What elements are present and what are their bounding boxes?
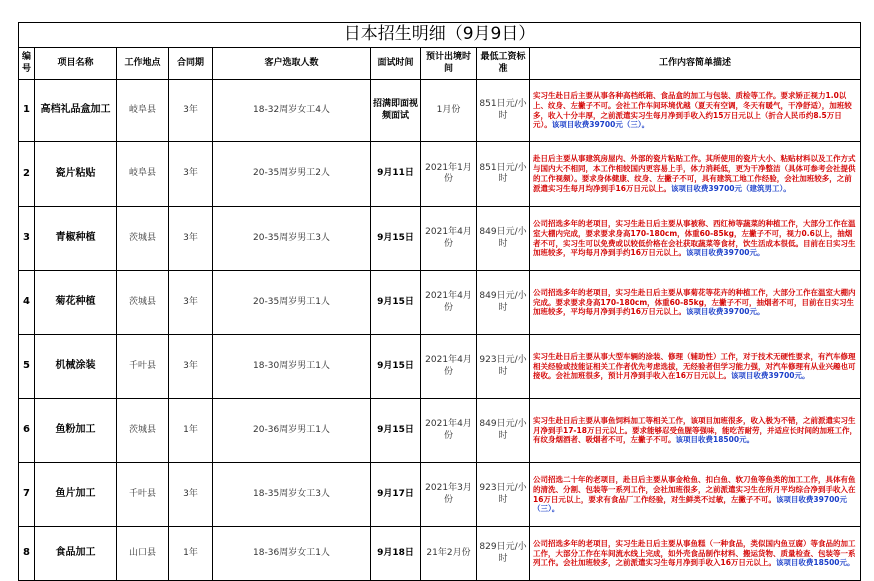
row-wage: 923日元/小时 xyxy=(477,335,530,399)
row-depart: 2021年4月份 xyxy=(421,207,477,271)
col-header-wage: 最低工资标准 xyxy=(477,48,530,80)
row-name: 青椒种植 xyxy=(35,207,117,271)
row-location: 岐阜县 xyxy=(117,80,169,142)
row-people: 18-32周岁女工4人 xyxy=(213,80,371,142)
row-desc xyxy=(530,142,861,207)
row-interview: 9月18日 xyxy=(371,527,421,581)
row-name: 菊花种植 xyxy=(35,271,117,335)
row-contract: 3年 xyxy=(169,207,213,271)
row-desc xyxy=(530,271,861,335)
row-depart: 2021年3月份 xyxy=(421,463,477,527)
row-contract: 1年 xyxy=(169,527,213,581)
row-fee: 该项目收费39700元。 xyxy=(685,307,765,317)
table-row xyxy=(19,399,861,463)
col-header-location: 工作地点 xyxy=(117,48,169,80)
row-fee: 该项目收费39700元（三）。 xyxy=(551,120,650,130)
row-depart: 2021年4月份 xyxy=(421,271,477,335)
row-interview: 9月11日 xyxy=(371,142,421,207)
row-people: 20-35周岁男工3人 xyxy=(213,207,371,271)
row-depart: 1月份 xyxy=(421,80,477,142)
row-location: 茨城县 xyxy=(117,399,169,463)
row-interview: 招满即面视频面试 xyxy=(371,80,421,142)
row-location: 千叶县 xyxy=(117,463,169,527)
row-people: 20-36周岁男工1人 xyxy=(213,399,371,463)
row-fee: 该项目收费39700元（建筑男工）。 xyxy=(670,183,791,193)
table-row xyxy=(19,142,861,207)
row-people: 18-30周岁男工1人 xyxy=(213,335,371,399)
row-people: 20-35周岁男工2人 xyxy=(213,142,371,207)
row-fee: 该项目收费39700元（三）。 xyxy=(533,494,848,514)
row-depart: 2021年4月份 xyxy=(421,399,477,463)
recruitment-table xyxy=(18,22,861,581)
row-contract: 3年 xyxy=(169,271,213,335)
row-location: 山口县 xyxy=(117,527,169,581)
row-depart: 2021年1月份 xyxy=(421,142,477,207)
col-header-depart: 预计出境时间 xyxy=(421,48,477,80)
row-name: 机械涂装 xyxy=(35,335,117,399)
row-depart: 21年2月份 xyxy=(421,527,477,581)
recruitment-sheet xyxy=(18,22,860,581)
row-wage: 849日元/小时 xyxy=(477,207,530,271)
row-desc xyxy=(530,80,861,142)
row-no: 3 xyxy=(19,207,35,271)
row-fee: 该项目收费18500元。 xyxy=(675,435,755,445)
row-desc xyxy=(530,399,861,463)
row-location: 茨城县 xyxy=(117,207,169,271)
row-interview: 9月15日 xyxy=(371,335,421,399)
row-wage: 849日元/小时 xyxy=(477,271,530,335)
row-desc-text: 公司招选多年的老项目，实习生赴日后主要从事菊花等花卉的种植工作，大部分工作在温室大棚内完成。要求要求身高170-180cm，体重60-85kg，左撇子不可，抽烟者不可，目前在日实习生加班较多，平均每月净到手约16万日元以上。 xyxy=(533,287,856,317)
row-name: 鱼粉加工 xyxy=(35,399,117,463)
row-desc-text: 实习生赴日后主要从事大型车辆的涂装、修理（辅助性）工作，对于技术无硬性要求，有汽车修理相关经验或技能证相关工作者优先考虑选拔，无经验者但学习能力强，对汽车修理有从业兴趣也可接收。会社加班很多，预计月净到手收入在16万日元以上。 xyxy=(533,351,856,381)
row-no: 5 xyxy=(19,335,35,399)
row-name: 瓷片粘贴 xyxy=(35,142,117,207)
row-wage: 851日元/小时 xyxy=(477,142,530,207)
row-interview: 9月15日 xyxy=(371,399,421,463)
row-depart: 2021年4月份 xyxy=(421,335,477,399)
col-header-desc: 工作内容简单描述 xyxy=(530,48,861,80)
row-desc-text: 实习生赴日后主要从事鱼饲料加工等相关工作，该项目加班很多，收入极为不错，之前派遣实习生月净到手17-18万日元以上。要求能够忍受鱼腥等强味，能吃苦耐劳，并适应长时间的加班工作，有纹身烟酒者、吸烟者不可，左撇子不可。 xyxy=(533,415,857,445)
row-location: 茨城县 xyxy=(117,271,169,335)
row-wage: 851日元/小时 xyxy=(477,80,530,142)
table-row xyxy=(19,335,861,399)
row-wage: 923日元/小时 xyxy=(477,463,530,527)
row-no: 4 xyxy=(19,271,35,335)
table-row xyxy=(19,80,861,142)
col-header-contract: 合同期 xyxy=(169,48,213,80)
row-people: 18-35周岁女工3人 xyxy=(213,463,371,527)
page-title: 日本招生明细（9月9日） xyxy=(19,23,861,48)
row-no: 6 xyxy=(19,399,35,463)
row-desc-text: 公司招选二十年的老项目，赴日后主要从事金枪鱼、扣白鱼、软刀鱼等鱼类的加工工作，具体有鱼的清洗、分割、包装等一系列工作，会社加班很多，之前派遣实习生在所月平均综合净到手收入在16万日元以上，要求有食品厂工作经验，对生鲜类不过敏，左撇子不可。 xyxy=(533,474,856,504)
row-people: 20-35周岁男工1人 xyxy=(213,271,371,335)
row-desc-text: 实习生赴日后主要从事各种高档纸箱、食品盒的加工与包装、质检等工作。要求矫正视力1.0以上、纹身、左撇子不可。会社工作车间环境优越（夏天有空调，冬天有暖气，干净舒适），加班较多，收入十分丰厚，之前派遣实习生每月净到手收入约15万日元以上（折合人民币约8.5万日元）。 xyxy=(533,90,852,130)
row-no: 2 xyxy=(19,142,35,207)
row-desc xyxy=(530,207,861,271)
row-desc xyxy=(530,463,861,527)
row-fee: 该项目收费18500元。 xyxy=(775,558,855,568)
row-no: 8 xyxy=(19,527,35,581)
header-row xyxy=(19,48,861,80)
row-contract: 1年 xyxy=(169,399,213,463)
row-name: 食品加工 xyxy=(35,527,117,581)
table-row xyxy=(19,463,861,527)
row-contract: 3年 xyxy=(169,142,213,207)
row-name: 鱼片加工 xyxy=(35,463,117,527)
row-location: 岐阜县 xyxy=(117,142,169,207)
row-interview: 9月15日 xyxy=(371,271,421,335)
row-contract: 3年 xyxy=(169,463,213,527)
table-row xyxy=(19,207,861,271)
row-fee: 该项目收费39700元。 xyxy=(730,371,810,381)
row-interview: 9月17日 xyxy=(371,463,421,527)
row-contract: 3年 xyxy=(169,335,213,399)
row-name: 高档礼品盒加工 xyxy=(35,80,117,142)
row-fee: 该项目收费39700元。 xyxy=(685,248,765,258)
row-interview: 9月15日 xyxy=(371,207,421,271)
col-header-name: 项目名称 xyxy=(35,48,117,80)
col-header-interview: 面试时间 xyxy=(371,48,421,80)
row-people: 18-36周岁女工1人 xyxy=(213,527,371,581)
row-contract: 3年 xyxy=(169,80,213,142)
row-wage: 829日元/小时 xyxy=(477,527,530,581)
row-desc-text: 公司招选多年的老项目，实习生赴日后主要从事鱼糕（一种食品，类似国内鱼豆腐）等食品的加工工作，大部分工作在车间流水线上完成，如外壳食品制作材料、搬运货物、质量检查、包装等一系列工作。会社加班较多，之前派遣实习生每月净到手收入16万日元以上。 xyxy=(533,538,856,568)
row-no: 7 xyxy=(19,463,35,527)
row-no: 1 xyxy=(19,80,35,142)
col-header-people: 客户选取人数 xyxy=(213,48,371,80)
row-desc-text: 公司招选多年的老项目，实习生赴日后主要从事被称、西红柿等蔬菜的种植工作，大部分工作在温室大棚内完成，要求要求身高170-180cm，体重60-85kg，左撇子不可，视力0.6以上，抽烟者不可，实习生可以免费或以较低价格在会社获取蔬菜等食材，饮生活成本很低。目前在日实习生加班较多，平均每月净到手约16万日元以上。 xyxy=(533,218,856,258)
col-header-no: 编号 xyxy=(19,48,35,80)
row-location: 千叶县 xyxy=(117,335,169,399)
table-row xyxy=(19,271,861,335)
row-wage: 849日元/小时 xyxy=(477,399,530,463)
row-desc xyxy=(530,335,861,399)
row-desc-text: 赴日后主要从事建筑房屋内、外部的瓷片粘贴工作。其所使用的瓷片大小、粘贴材料以及工作方式与国内大不相同，本工作相较国内更容易上手，体力消耗低，更为干净整洁（具体可参考会社提供的工作视频）。要求身体健康、纹身、左撇子不可，具有建筑工地工作经验，会社加班较多，之前派遣实习生每月均净到手16万日元以上。 xyxy=(533,154,856,193)
